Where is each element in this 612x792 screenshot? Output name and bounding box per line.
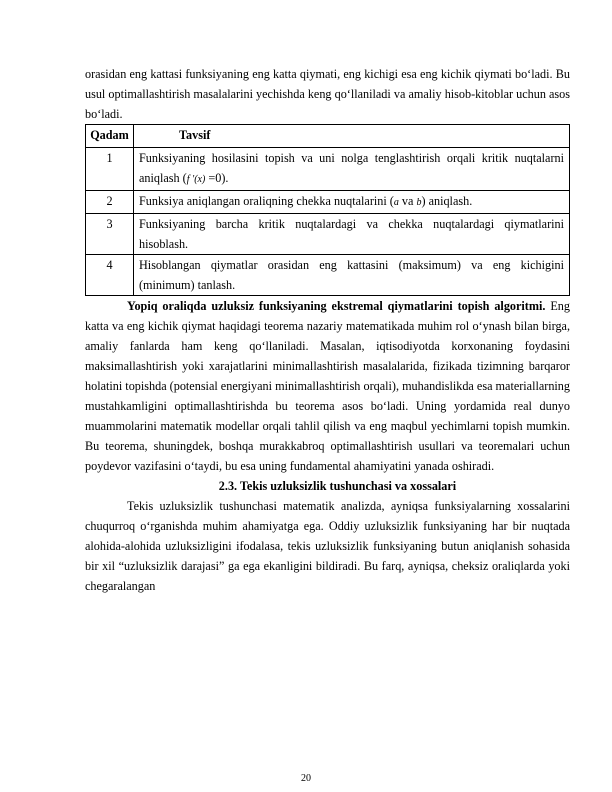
derivative-formula: f ′(x) bbox=[186, 174, 206, 185]
header-step: Qadam bbox=[86, 125, 134, 148]
table-row bbox=[86, 148, 570, 191]
table-row bbox=[86, 214, 570, 255]
variable-b: b bbox=[416, 197, 422, 208]
step-description bbox=[134, 148, 570, 191]
section-paragraph: Tekis uzluksizlik tushunchasi matematik analizda, ayniqsa funksiyalarning xossalarini chuqurroq o‘rganishda muhim ahamiyatga ega. Oddiy uzluksizlik funksiyaning har bir nuqtada alohida-alohida uzluksizligini ifodalasa, tekis uzluksizlik funksiyaning butun aniqlanish sohasida bir xil “uzluksizlik darajasi” ga ega ekanligini bildiradi. Bu farq, ayniqsa, cheksiz oraliqlarda yoki chegaralangan bbox=[85, 499, 570, 593]
variable-a: a bbox=[393, 197, 399, 208]
step-text: =0). bbox=[205, 171, 229, 185]
step-number: 3 bbox=[86, 214, 134, 255]
algorithm-paragraph bbox=[85, 296, 570, 476]
algorithm-text: Eng katta va eng kichik qiymat haqidagi teorema nazariy matematikada muhim rol o‘ynash bilan birga, amaliy fanlarda ham keng qo‘llaniladi. Masalan, iqtisodiyotda korxonaning foydasini maksimallashtirish yoki xarajatlarini minimallashtirish masalalarida, fizikada tizimning barqaror holatini topishda (potensial energiyani minimallashtirish orqali), muhandislikda esa materiallarning mustahkamligini optimallashtirishda bu teorema asos bo‘ladi. Uning yordamida real dunyo muammolarini matematik modellar orqali tahlil qilish va eng maqbul yechimlarni topish mumkin. Bu teorema, shuningdek, boshqa murakkabroq optimallashtirish usullari va teoremalari uchun poydevor vazifasini o‘taydi, bu esa uning fundamental ahamiyatini yanada oshiradi. bbox=[85, 299, 570, 473]
step-text: Funksiya aniqlangan oraliqning chekka nuqtalarini ( bbox=[139, 194, 394, 208]
step-description: Funksiyaning barcha kritik nuqtalardagi va chekka nuqtalardagi qiymatlarini hisoblash. bbox=[134, 214, 570, 255]
intro-paragraph: orasidan eng kattasi funksiyaning eng katta qiymati, eng kichigi esa eng kichik qiymati bo‘ladi. Bu usul optimallashtirish masalalarini yechishda keng qo‘llaniladi va amaliy hisob-kitoblar uchun asos bo‘ladi. bbox=[85, 67, 570, 121]
step-number: 2 bbox=[86, 191, 134, 214]
step-description: Hisoblangan qiymatlar orasidan eng kattasini (maksimum) va eng kichigini (minimum) tanlash. bbox=[134, 255, 570, 296]
table-row bbox=[86, 255, 570, 296]
document-page bbox=[85, 64, 570, 596]
step-text: ) aniqlash. bbox=[421, 194, 473, 208]
section-title: 2.3. Tekis uzluksizlik tushunchasi va xossalari bbox=[218, 479, 457, 493]
page-number: 20 bbox=[301, 773, 311, 784]
table-row bbox=[86, 191, 570, 214]
header-description: Tavsif bbox=[134, 125, 570, 148]
table-header-row bbox=[86, 125, 570, 148]
algorithm-table bbox=[85, 124, 570, 296]
algorithm-heading: Yopiq oraliqda uzluksiz funksiyaning ekstremal qiymatlarini topish algoritmi. bbox=[127, 299, 546, 313]
step-number: 1 bbox=[86, 148, 134, 191]
step-description bbox=[134, 191, 570, 214]
step-text: Funksiyaning hosilasini topish va uni nolga tenglashtirish orqali kritik nuqtalarni aniqlash ( bbox=[139, 151, 564, 185]
step-text: va bbox=[398, 194, 417, 208]
step-number: 4 bbox=[86, 255, 134, 296]
